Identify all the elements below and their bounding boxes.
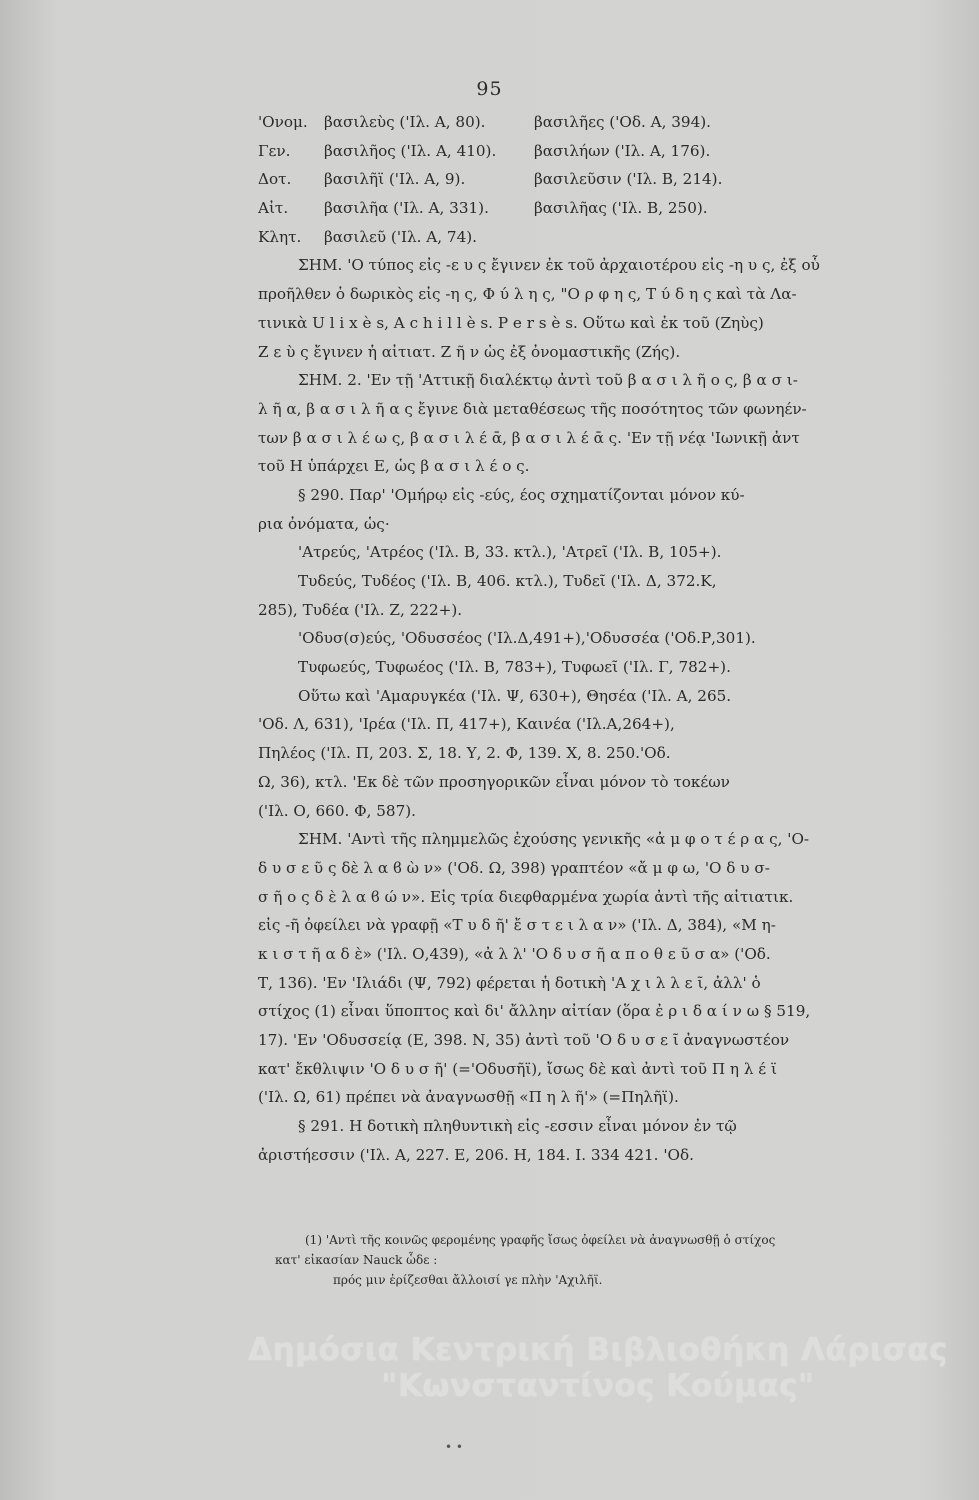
text-line: ρια ὀνόματα, ὡς· — [258, 514, 390, 533]
declension-row — [258, 194, 846, 223]
text-line: προῆλθεν ὁ δωρικὸς εἰς -η ς, Φ ύ λ η ς, "Ο ρ φ η ς, Τ ύ δ η ς καὶ τὰ Λα- — [258, 285, 797, 304]
text-line: Τυφωεύς, Τυφωέος ('Ιλ. Β, 783+), Τυφωεῖ ('Ιλ. Γ, 782+). — [298, 658, 731, 677]
text-line: στίχος (1) εἶναι ὕποπτος καὶ δι' ἄλλην αἰτίαν (ὅρα ἐ ρ ι δ α ί ν ω § 519, — [258, 1002, 811, 1021]
case-label: Αἰτ. — [258, 199, 289, 218]
text-line: Τ, 136). 'Εν 'Ιλιάδι (Ψ, 792) φέρεται ἡ δοτικὴ 'Α χ ι λ λ ε ῖ, ἀλλ' ὁ — [258, 973, 761, 992]
text-line: εἰς -ῆ ὀφείλει νὰ γραφῇ «Τ υ δ ῆ' ἔ σ τ ε ι λ α ν» ('Ιλ. Δ, 384), «Μ η- — [258, 916, 776, 935]
declension-table — [258, 108, 846, 251]
footnotes — [275, 1230, 855, 1290]
text-line: κ ι σ τ ῆ α δ ὲ» ('Ιλ. Ο,439), «ἀ λ λ' 'Ο δ υ σ ῆ α π ο θ ε ῦ σ α» ('Οδ. — [258, 944, 771, 963]
declension-row — [258, 165, 846, 194]
text-line: ('Ιλ. Ο, 660. Φ, 587). — [258, 801, 416, 820]
case-form: βασιλήων ('Ιλ. Α, 176). — [534, 141, 711, 160]
text-line: τινικὰ U l i x è s, A c h i l l è s. P e r s è s. Οὕτω καὶ ἐκ τοῦ (Ζηὺς) — [258, 313, 764, 332]
text-line: § 290. Παρ' 'Ομήρῳ εἰς -εύς, έος σχηματίζονται μόνον κύ- — [298, 485, 745, 504]
text-line: 'Ατρεύς, 'Ατρέος ('Ιλ. Β, 33. κτλ.), 'Ατρεῖ ('Ιλ. Β, 105+). — [298, 543, 722, 562]
text-line: Πηλέος ('Ιλ. Π, 203. Σ, 18. Υ, 2. Φ, 139. Χ, 8. 250.'Οδ. — [258, 744, 671, 763]
text-line: Ζ ε ὺ ς ἔγινεν ἡ αἰτιατ. Ζ ῆ ν ὡς ἐξ ὀνομαστικῆς (Ζής). — [258, 342, 681, 361]
case-form: βασιλεὺς ('Ιλ. Α, 80). — [324, 113, 486, 131]
text-line: των β α σ ι λ έ ω ς, β α σ ι λ έ ᾱ, β α σ ι λ έ ᾱ ς. 'Εν τῇ νέᾳ 'Ιωνικῇ ἀντ — [258, 428, 800, 447]
text-line: 'Οδ. Λ, 631), 'Ιρέα ('Ιλ. Π, 417+), Καινέα ('Ιλ.Α,264+), — [258, 715, 675, 734]
text-line: τοῦ Η ὑπάρχει Ε, ὡς β α σ ι λ έ ο ς. — [258, 457, 530, 476]
text-line: ΣΗΜ. 'Ο τύπος εἰς -ε υ ς ἔγινεν ἐκ τοῦ ἀρχαιοτέρου εἰς -η υ ς, ἐξ οὗ — [298, 256, 820, 275]
text-line: ἀριστήεσσιν ('Ιλ. Α, 227. Ε, 206. Η, 184. Ι. 334 421. 'Οδ. — [258, 1145, 694, 1164]
case-label: 'Ονομ. — [258, 113, 308, 131]
case-form: βασιλεῦ ('Ιλ. Α, 74). — [324, 227, 477, 246]
case-label: Δοτ. — [258, 170, 292, 189]
text-line: § 291. Η δοτικὴ πληθυντικὴ εἰς -εσσιν εἶναι μόνον ἐν τῷ — [298, 1117, 737, 1136]
text-lines — [258, 251, 846, 1169]
declension-row — [258, 223, 846, 252]
footnote-verse: πρός μιν ἐρίζεσθαι ἄλλοισί γε πλὴν 'Αχιλῆϊ. — [333, 1273, 603, 1287]
text-line: 17). 'Εν 'Οδυσσείᾳ (Ε, 398. Ν, 35) ἀντὶ τοῦ 'Ο δ υ σ ε ῖ ἀναγνωστέον — [258, 1031, 790, 1049]
footer-dots: • • — [445, 1440, 463, 1454]
case-form: βασιλεῦσιν ('Ιλ. Β, 214). — [534, 170, 723, 189]
text-line: Ω, 36), κτλ. 'Εκ δὲ τῶν προσηγορικῶν εἶναι μόνον τὸ τοκέων — [258, 772, 730, 791]
footnote-line: (1) 'Αντὶ τῆς κοινῶς φερομένης γραφῆς ἴσως ὀφείλει νὰ ἀναγνωσθῇ ὁ στίχος — [305, 1233, 776, 1247]
text-line: Οὕτω καὶ 'Αμαρυγκέα ('Ιλ. Ψ, 630+), Θησέα ('Ιλ. Α, 265. — [298, 686, 732, 705]
declension-row — [258, 137, 846, 166]
text-line: ΣΗΜ. 'Αντὶ τῆς πλημμελῶς ἐχούσης γενικῆς «ἀ μ φ ο τ έ ρ α ς, 'Ο- — [298, 830, 810, 849]
watermark-line-1: Δημόσια Κεντρική Βιβλιοθήκη Λάρισας — [248, 1332, 948, 1368]
case-label: Γεν. — [258, 141, 291, 160]
footnote-line: κατ' εἰκασίαν Nauck ὧδε : — [275, 1253, 438, 1267]
text-line: δ υ σ ε ῦ ς δὲ λ α ϐ ὼ ν» ('Οδ. Ω, 398) γραπτέον «ἄ μ φ ω, 'Ο δ υ σ- — [258, 858, 770, 877]
text-line: κατ' ἔκθλιψιν 'Ο δ υ σ ῆ' (='Οδυσῆϊ), ἴσως δὲ καὶ ἀντὶ τοῦ Π η λ έ ϊ — [258, 1059, 777, 1078]
case-form: βασιλῆϊ ('Ιλ. Α, 9). — [324, 170, 466, 189]
case-form: βασιλῆας ('Ιλ. Β, 250). — [534, 199, 708, 218]
text-line: λ ῆ α, β α σ ι λ ῆ α ς ἔγινε διὰ μεταθέσεως τῆς ποσότητος τῶν φωνηέν- — [258, 399, 807, 418]
page-number: 95 — [476, 78, 503, 100]
text-line: ('Ιλ. Ω, 61) πρέπει νὰ ἀναγνωσθῇ «Π η λ ῆ'» (=Πηλῆϊ). — [258, 1088, 679, 1107]
text-line: σ ῆ ο ς δ ὲ λ α ϐ ώ ν». Εἰς τρία διεφθαρμένα χωρία ἀντὶ τῆς αἰτιατικ. — [258, 887, 794, 906]
text-line: 285), Τυδέα ('Ιλ. Ζ, 222+). — [258, 600, 463, 619]
case-form: βασιλῆος ('Ιλ. Α, 410). — [324, 141, 497, 160]
declension-row — [258, 108, 846, 137]
watermark-line-2: "Κωνσταντίνος Κούμας" — [381, 1368, 815, 1404]
text-line: 'Οδυσ(σ)εύς, 'Οδυσσέος ('Ιλ.Δ,491+),'Οδυσσέα ('Οδ.Ρ,301). — [298, 629, 756, 648]
body-text — [258, 108, 846, 1169]
case-form: βασιλῆα ('Ιλ. Α, 331). — [324, 199, 489, 218]
case-form: βασιλῆες ('Οδ. Α, 394). — [534, 113, 711, 131]
case-label: Κλητ. — [258, 227, 302, 246]
text-line: Τυδεύς, Τυδέος ('Ιλ. Β, 406. κτλ.), Τυδεῖ ('Ιλ. Δ, 372.Κ, — [298, 572, 717, 590]
text-line: ΣΗΜ. 2. 'Εν τῇ 'Αττικῇ διαλέκτῳ ἀντὶ τοῦ β α σ ι λ ῆ ο ς, β α σ ι- — [298, 371, 798, 390]
